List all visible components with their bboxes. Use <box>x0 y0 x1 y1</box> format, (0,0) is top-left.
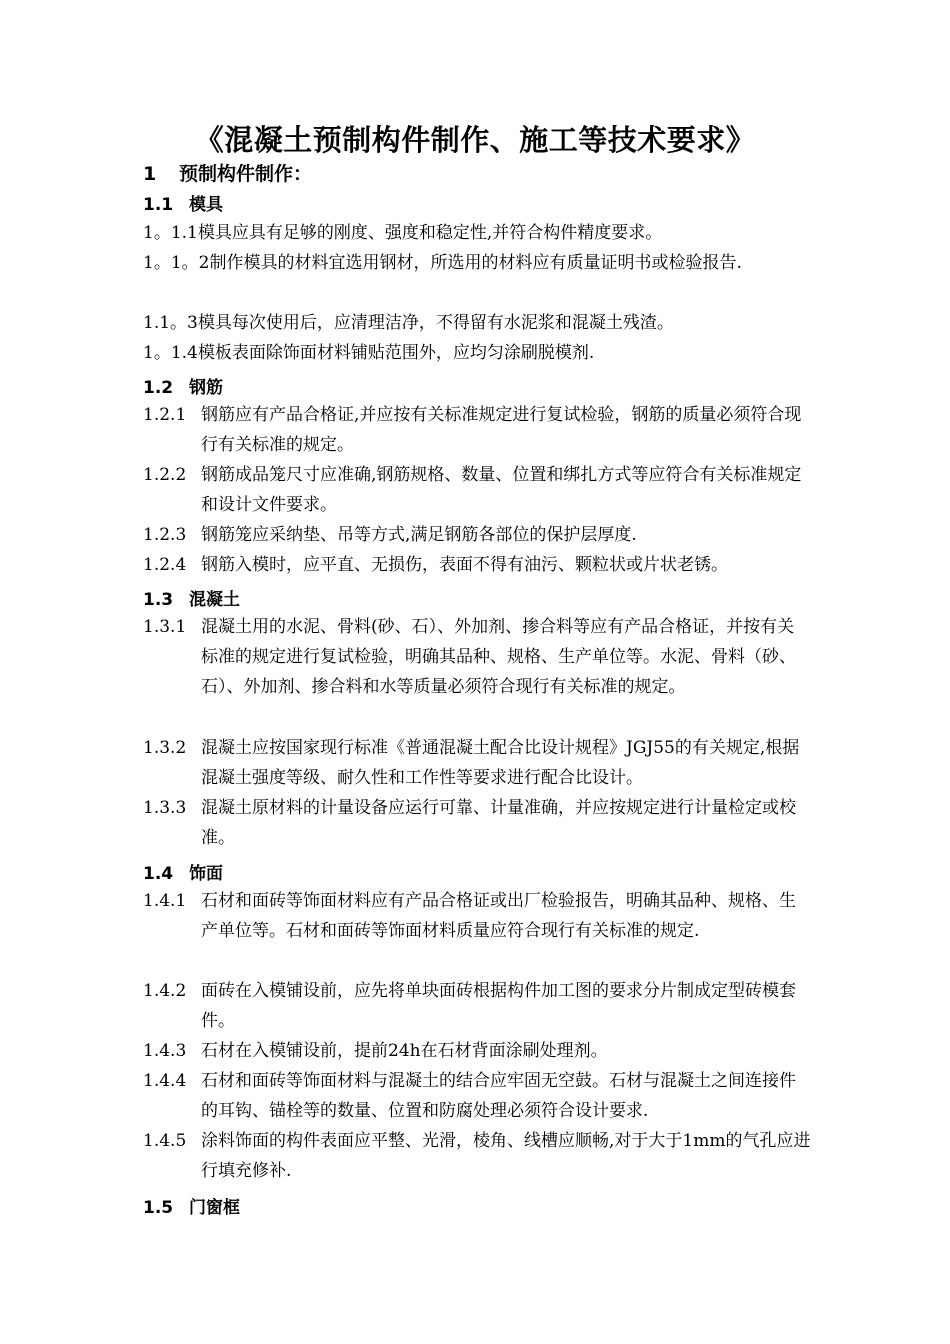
paragraph-1-1-2: 1。1。2制作模具的材料宜选用钢材，所选用的材料应有质量证明书或检验报告. <box>143 253 742 273</box>
subsection-number: 1.1 <box>143 195 174 215</box>
item-number: 1.4.3 <box>143 1041 187 1061</box>
list-item-1-2-3 <box>143 520 811 550</box>
subsection-number: 1.5 <box>143 1198 174 1218</box>
list-item-1-4-1 <box>143 886 811 946</box>
list-item-1-3-1 <box>143 612 811 702</box>
list-item-1-2-2 <box>143 460 811 520</box>
item-number: 1.3.2 <box>143 738 187 758</box>
item-number: 1.4.2 <box>143 981 187 1001</box>
item-number: 1.2.1 <box>143 405 187 425</box>
subsection-heading-1-1 <box>143 190 223 215</box>
item-number: 1.3.1 <box>143 617 187 637</box>
item-number: 1.2.2 <box>143 465 187 485</box>
list-item-1-4-2 <box>143 976 811 1036</box>
section-number: 1 <box>143 163 157 185</box>
item-text: 钢筋成品笼尺寸应准确,钢筋规格、数量、位置和绑扎方式等应符合有关标准规定和设计文件要求。 <box>201 465 802 515</box>
subsection-label: 钢筋 <box>189 378 223 398</box>
subsection-heading-1-4 <box>143 859 223 884</box>
item-text: 钢筋入模时，应平直、无损伤，表面不得有油污、颗粒状或片状老锈。 <box>201 555 728 575</box>
subsection-label: 混凝土 <box>189 590 240 610</box>
paragraph-1-1-3: 1.1。3模具每次使用后，应清理洁净，不得留有水泥浆和混凝土残渣。 <box>143 313 674 333</box>
list-item-1-3-3 <box>143 793 811 853</box>
document-title: 《混凝土预制构件制作、施工等技术要求》 <box>194 123 756 157</box>
item-text: 石材和面砖等饰面材料应有产品合格证或出厂检验报告，明确其品种、规格、生产单位等。石材和面砖等饰面材料质量应符合现行有关标准的规定. <box>201 891 796 941</box>
list-item-1-3-2 <box>143 733 811 793</box>
item-number: 1.4.4 <box>143 1071 187 1091</box>
item-text: 石材和面砖等饰面材料与混凝土的结合应牢固无空鼓。石材与混凝土之间连接件的耳钩、锚栓等的数量、位置和防腐处理必须符合设计要求. <box>201 1071 796 1121</box>
item-text: 石材在入模铺设前，提前24h在石材背面涂刷处理剂。 <box>201 1041 608 1061</box>
item-text: 混凝土用的水泥、骨料(砂、石）、外加剂、掺合料等应有产品合格证，并按有关标准的规定进行复试检验，明确其品种、规格、生产单位等。水泥、骨料（砂、石）、外加剂、掺合料和水等质量必须符合现行有关标准的规定。 <box>201 617 796 697</box>
subsection-number: 1.3 <box>143 590 174 610</box>
item-text: 涂料饰面的构件表面应平整、光滑，棱角、线槽应顺畅,对于大于1mm的气孔应进行填充修补. <box>201 1131 811 1181</box>
subsection-number: 1.2 <box>143 378 174 398</box>
paragraph-1-1-4: 1。1.4模板表面除饰面材料铺贴范围外，应均匀涂刷脱模剂. <box>143 343 595 363</box>
subsection-heading-1-2 <box>143 373 223 398</box>
item-number: 1.2.3 <box>143 525 187 545</box>
item-text: 面砖在入模铺设前，应先将单块面砖根据构件加工图的要求分片制成定型砖模套件。 <box>201 981 796 1031</box>
item-number: 1.2.4 <box>143 555 187 575</box>
paragraph-1-1-1: 1。1.1模具应具有足够的刚度、强度和稳定性,并符合构件精度要求。 <box>143 223 663 243</box>
subsection-label: 模具 <box>189 195 223 215</box>
list-item-1-4-5 <box>143 1126 811 1186</box>
item-text: 钢筋应有产品合格证,并应按有关标准规定进行复试检验，钢筋的质量必须符合现行有关标准的规定。 <box>201 405 802 455</box>
subsection-heading-1-3 <box>143 585 240 610</box>
subsection-label: 饰面 <box>189 864 223 884</box>
item-number: 1.4.5 <box>143 1131 187 1151</box>
list-item-1-2-1 <box>143 400 811 460</box>
item-number: 1.3.3 <box>143 798 187 818</box>
subsection-number: 1.4 <box>143 864 174 884</box>
list-item-1-4-3 <box>143 1036 811 1066</box>
item-text: 钢筋笼应采纳垫、吊等方式,满足钢筋各部位的保护层厚度. <box>201 525 637 545</box>
list-item-1-2-4 <box>143 550 811 580</box>
item-text: 混凝土应按国家现行标准《普通混凝土配合比设计规程》JGJ55的有关规定,根据混凝土强度等级、耐久性和工作性等要求进行配合比设计。 <box>201 738 800 788</box>
list-item-1-4-4 <box>143 1066 811 1126</box>
item-number: 1.4.1 <box>143 891 187 911</box>
subsection-heading-1-5 <box>143 1193 240 1218</box>
section-label: 预制构件制作： <box>179 163 313 185</box>
section-heading-1 <box>143 159 312 186</box>
item-text: 混凝土原材料的计量设备应运行可靠、计量准确，并应按规定进行计量检定或校准。 <box>201 798 796 848</box>
subsection-label: 门窗框 <box>189 1198 240 1218</box>
